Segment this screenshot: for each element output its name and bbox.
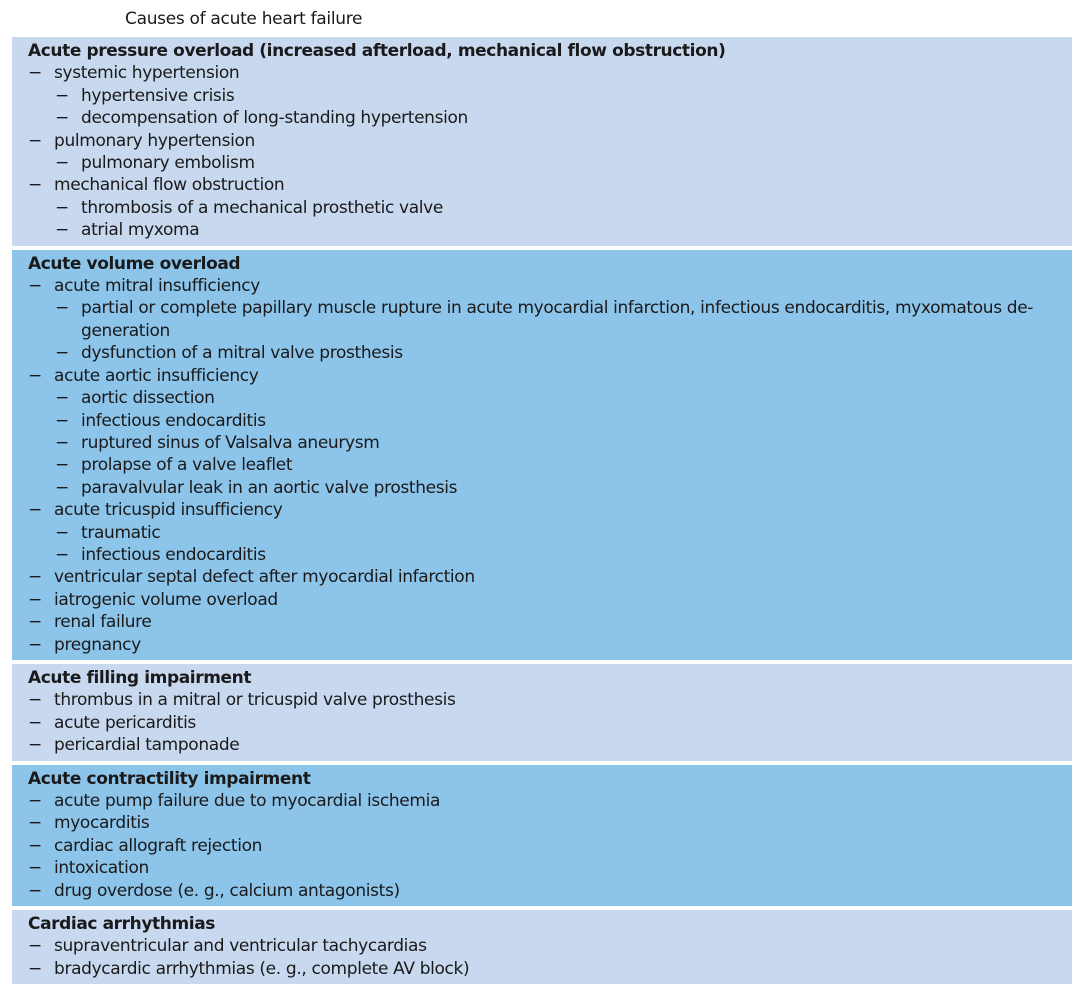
list-item bbox=[28, 958, 1072, 980]
list-item-text: acute mitral insufficiency bbox=[54, 276, 260, 297]
list-item bbox=[28, 566, 1072, 588]
list-item-text: thrombus in a mitral or tricuspid valve prosthesis bbox=[54, 690, 456, 711]
section-heading: Acute pressure overload (increased afterload, mechanical flow obstruction) bbox=[28, 41, 726, 61]
bullet-dash: − bbox=[55, 298, 69, 319]
table-section bbox=[12, 250, 1072, 664]
bullet-dash: − bbox=[28, 858, 42, 879]
bullet-dash: − bbox=[28, 958, 42, 979]
sub-list-item bbox=[28, 544, 1072, 566]
list-item-text: mechanical flow obstruction bbox=[54, 175, 285, 196]
table-section bbox=[12, 664, 1072, 765]
list-item-text: acute pericarditis bbox=[54, 712, 196, 733]
bullet-dash: − bbox=[28, 500, 42, 521]
bullet-dash: − bbox=[28, 589, 42, 610]
sub-list-item-text: pulmonary embolism bbox=[81, 153, 255, 174]
sub-list-item bbox=[28, 410, 1072, 432]
bullet-dash: − bbox=[28, 612, 42, 633]
sub-list-item bbox=[28, 432, 1072, 454]
sub-list-item-text: ruptured sinus of Valsalva aneurysm bbox=[81, 432, 380, 453]
bullet-dash: − bbox=[55, 522, 69, 543]
list-item bbox=[28, 790, 1072, 812]
list-item bbox=[28, 689, 1072, 711]
list-item bbox=[28, 62, 1072, 84]
list-item bbox=[28, 275, 1072, 297]
table-section bbox=[12, 37, 1072, 250]
table-section bbox=[12, 910, 1072, 988]
list-item bbox=[28, 365, 1072, 387]
list-item-text: bradycardic arrhythmias (e. g., complete AV block) bbox=[54, 958, 470, 979]
list-item bbox=[28, 499, 1072, 521]
list-item bbox=[28, 130, 1072, 152]
list-item bbox=[28, 935, 1072, 957]
section-heading: Cardiac arrhythmias bbox=[28, 914, 215, 935]
sub-list-item-text: aortic dissection bbox=[81, 388, 215, 409]
section-heading: Acute contractility impairment bbox=[28, 768, 311, 789]
sub-list-item bbox=[28, 85, 1072, 107]
list-item-text: acute aortic insufficiency bbox=[54, 365, 259, 386]
bullet-dash: − bbox=[28, 813, 42, 834]
list-item-text: renal failure bbox=[54, 612, 152, 633]
bullet-dash: − bbox=[28, 712, 42, 733]
bullet-dash: − bbox=[55, 85, 69, 106]
list-item-text: cardiac allograft rejection bbox=[54, 835, 263, 856]
table-section bbox=[12, 765, 1072, 910]
list-item bbox=[28, 734, 1072, 756]
bullet-dash: − bbox=[55, 388, 69, 409]
sub-list-item bbox=[28, 152, 1072, 174]
bullet-dash: − bbox=[28, 63, 42, 84]
bullet-dash: − bbox=[28, 791, 42, 811]
section-heading: Acute filling impairment bbox=[28, 667, 252, 688]
sub-list-item bbox=[28, 107, 1072, 129]
sub-list-item-text: partial or complete papillary muscle rupture in acute myocardial infarction, infectious endocarditis, myxomatous de-generation bbox=[81, 298, 1034, 341]
list-item-text: acute pump failure due to myocardial ischemia bbox=[54, 791, 441, 811]
bullet-dash: − bbox=[55, 455, 69, 476]
list-item-text: intoxication bbox=[54, 858, 149, 879]
bullet-dash: − bbox=[28, 130, 42, 151]
bullet-dash: − bbox=[28, 365, 42, 386]
bullet-dash: − bbox=[28, 276, 42, 297]
table-title: Causes of acute heart failure bbox=[125, 9, 363, 29]
sub-list-item-text: traumatic bbox=[81, 522, 161, 543]
bullet-dash: − bbox=[28, 835, 42, 856]
sub-list-item bbox=[28, 197, 1072, 219]
list-item bbox=[28, 812, 1072, 834]
sub-list-item-text: prolapse of a valve leaflet bbox=[81, 455, 293, 476]
bullet-dash: − bbox=[55, 432, 69, 453]
list-item bbox=[28, 634, 1072, 656]
list-item bbox=[28, 611, 1072, 633]
list-item-text: iatrogenic volume overload bbox=[54, 589, 278, 610]
list-item bbox=[28, 857, 1072, 879]
sub-list-item-text: atrial myxoma bbox=[81, 220, 200, 241]
sub-list-item-text: hypertensive crisis bbox=[81, 85, 235, 106]
bullet-dash: − bbox=[28, 880, 42, 901]
bullet-dash: − bbox=[28, 936, 42, 957]
sub-list-item bbox=[28, 522, 1072, 544]
bullet-dash: − bbox=[28, 690, 42, 711]
bullet-dash: − bbox=[55, 197, 69, 218]
list-item-text: pregnancy bbox=[54, 634, 141, 655]
sub-list-item bbox=[28, 477, 1072, 499]
sub-list-item-text: infectious endocarditis bbox=[81, 410, 266, 431]
sub-list-item-text: decompensation of long-standing hypertension bbox=[81, 108, 468, 129]
causes-table bbox=[12, 37, 1072, 988]
bullet-dash: − bbox=[55, 410, 69, 431]
bullet-dash: − bbox=[28, 567, 42, 588]
bullet-dash: − bbox=[55, 477, 69, 498]
bullet-dash: − bbox=[28, 735, 42, 756]
sub-list-item-text: paravalvular leak in an aortic valve prosthesis bbox=[81, 477, 458, 498]
list-item-text: pulmonary hypertension bbox=[54, 130, 255, 151]
bullet-dash: − bbox=[55, 108, 69, 129]
bullet-dash: − bbox=[55, 343, 69, 364]
sub-list-item bbox=[28, 387, 1072, 409]
list-item bbox=[28, 880, 1072, 902]
sub-list-item bbox=[28, 297, 1072, 342]
bullet-dash: − bbox=[55, 220, 69, 241]
list-item-text: drug overdose (e. g., calcium antagonists) bbox=[54, 880, 400, 901]
list-item bbox=[28, 712, 1072, 734]
list-item-text: pericardial tamponade bbox=[54, 735, 240, 756]
list-item bbox=[28, 174, 1072, 196]
bullet-dash: − bbox=[55, 544, 69, 565]
sub-list-item bbox=[28, 342, 1072, 364]
list-item-text: myocarditis bbox=[54, 813, 150, 834]
sub-list-item bbox=[28, 219, 1072, 241]
list-item-text: systemic hypertension bbox=[54, 63, 240, 84]
list-item bbox=[28, 589, 1072, 611]
sub-list-item-text: dysfunction of a mitral valve prosthesis bbox=[81, 343, 403, 364]
sub-list-item bbox=[28, 454, 1072, 476]
list-item-text: ventricular septal defect after myocardial infarction bbox=[54, 567, 475, 588]
list-item bbox=[28, 835, 1072, 857]
list-item-text: acute tricuspid insufficiency bbox=[54, 500, 283, 521]
sub-list-item-text: infectious endocarditis bbox=[81, 544, 266, 565]
sub-list-item-text: thrombosis of a mechanical prosthetic valve bbox=[81, 197, 443, 218]
bullet-dash: − bbox=[55, 153, 69, 174]
bullet-dash: − bbox=[28, 175, 42, 196]
section-heading: Acute volume overload bbox=[28, 253, 241, 274]
bullet-dash: − bbox=[28, 634, 42, 655]
list-item-text: supraventricular and ventricular tachycardias bbox=[54, 936, 427, 957]
